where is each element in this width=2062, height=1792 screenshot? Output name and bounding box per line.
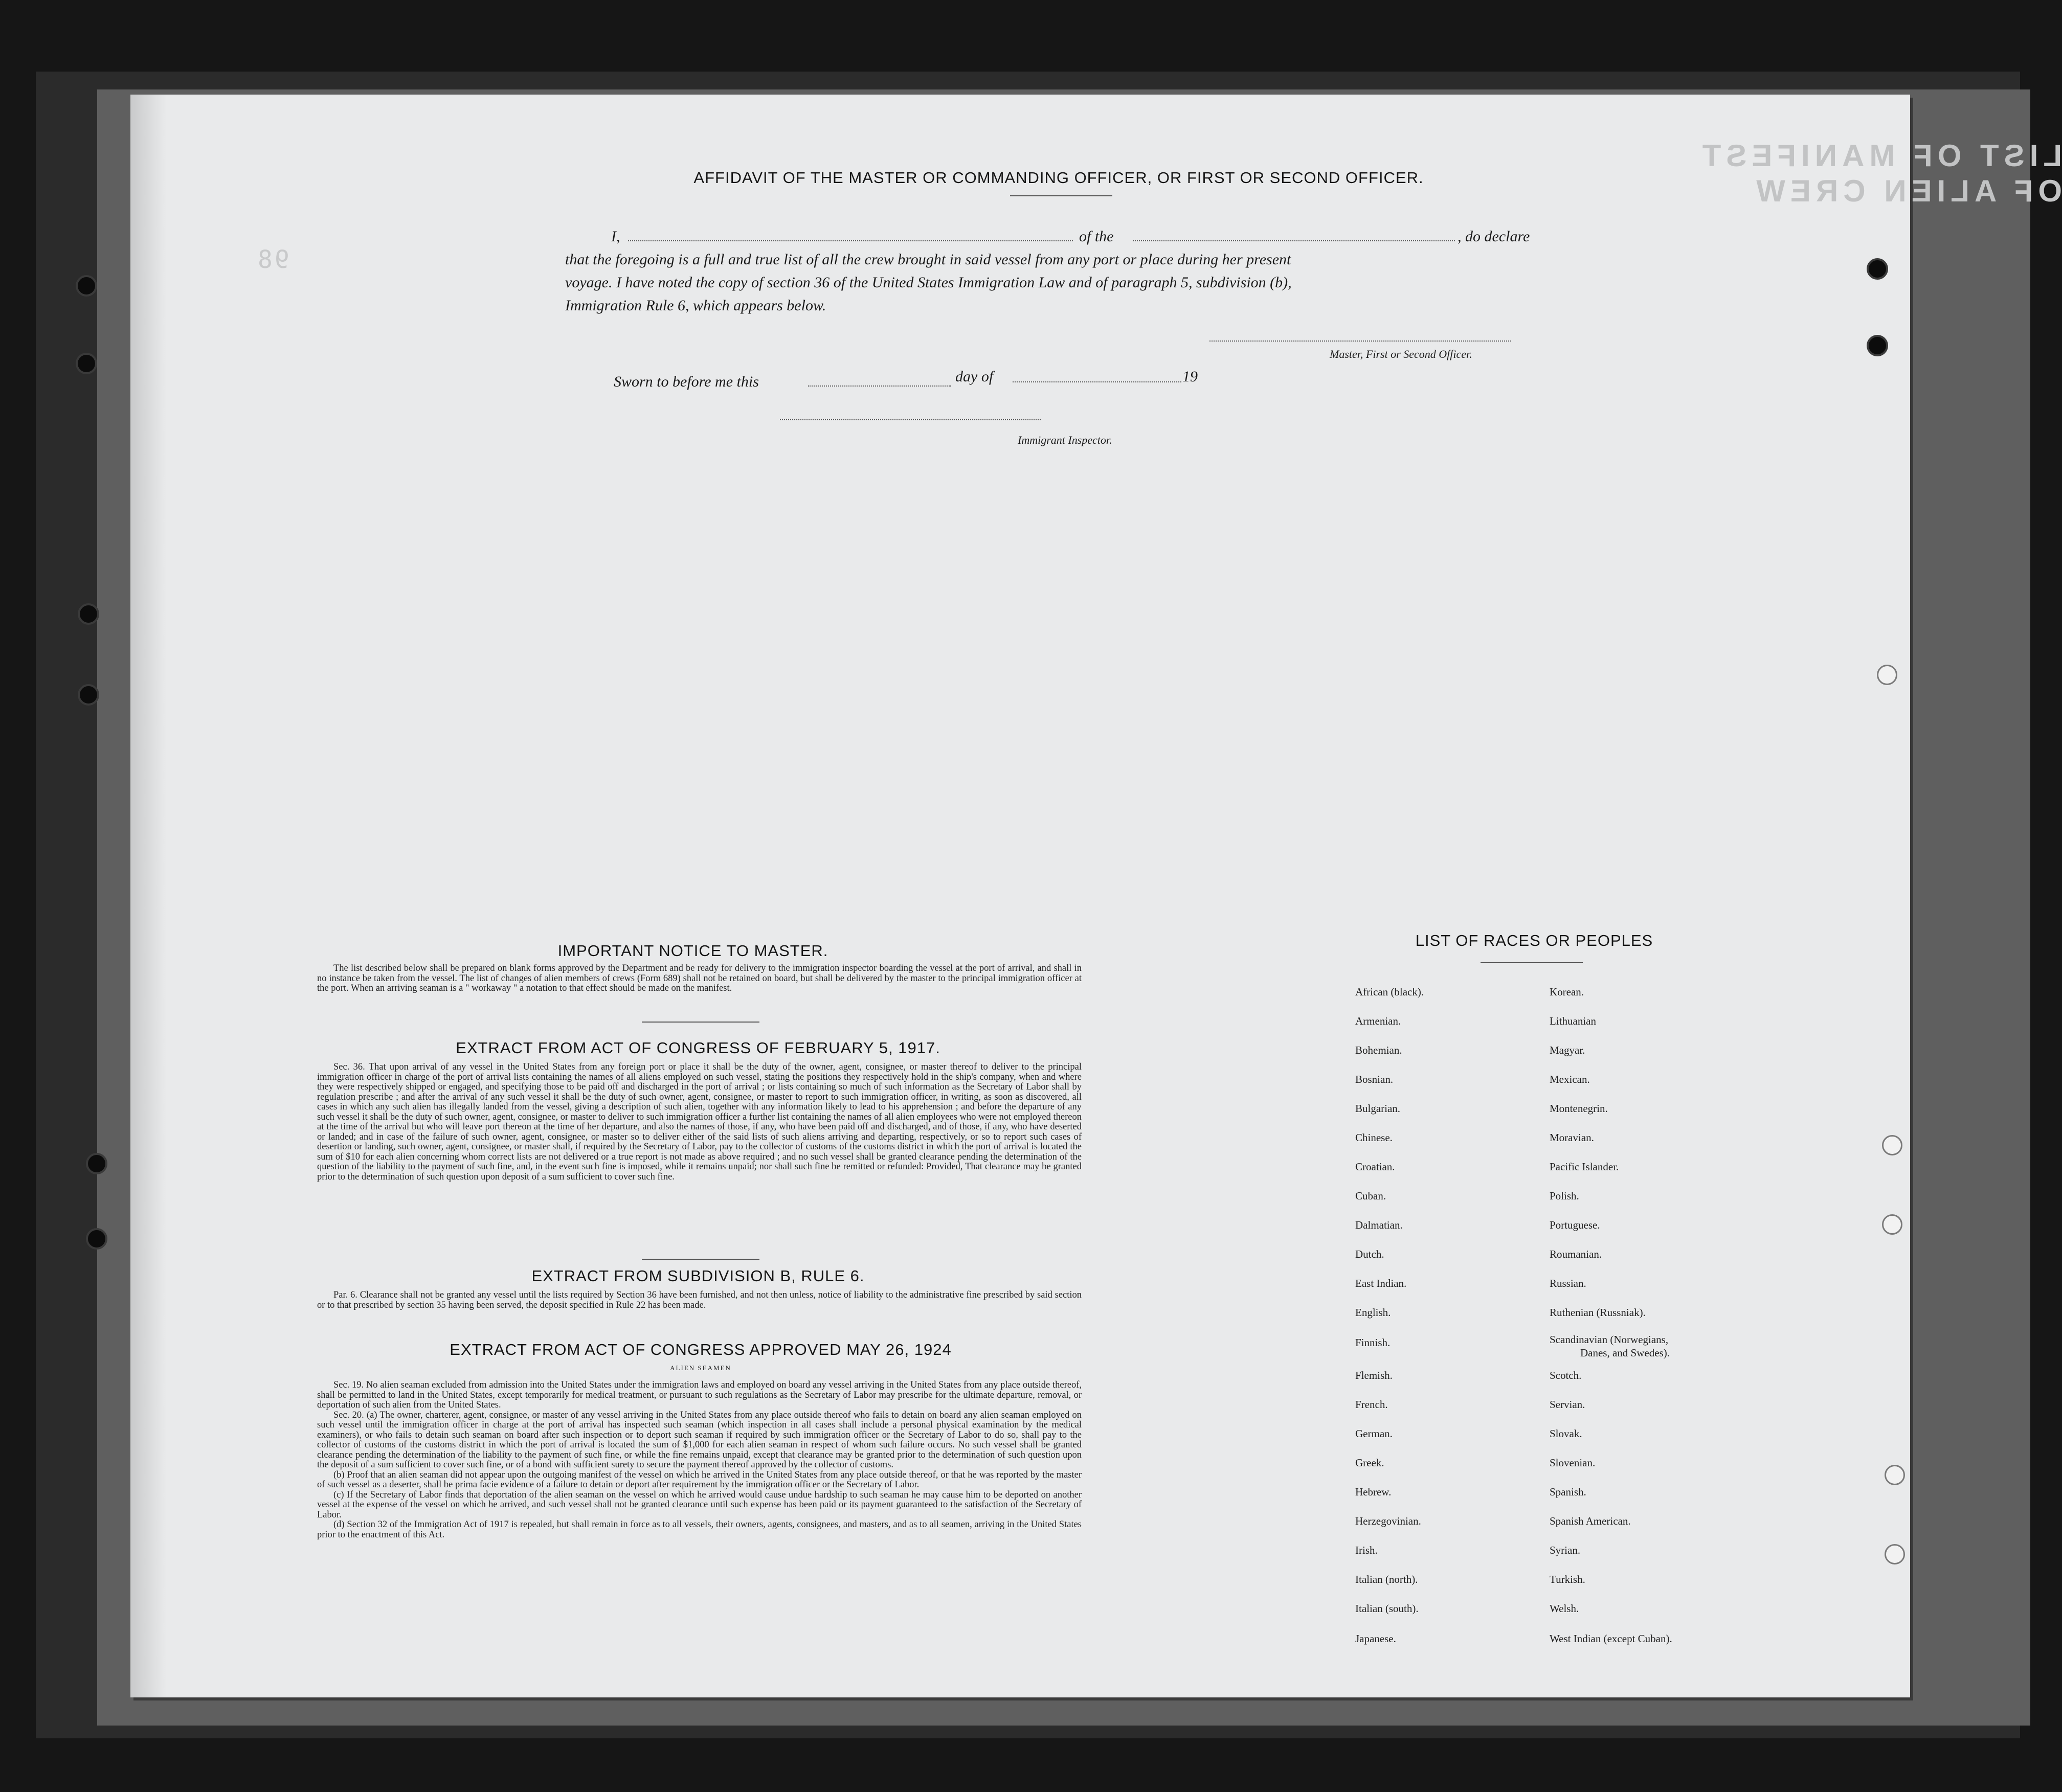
race-left-item: Bulgarian.: [1355, 1102, 1401, 1115]
race-left-item: Finnish.: [1355, 1336, 1391, 1349]
race-left-item: Armenian.: [1355, 1015, 1401, 1027]
race-right-item: Servian.: [1550, 1398, 1585, 1411]
sworn-label: Sworn to before me this: [614, 373, 759, 390]
name-blank: [628, 240, 1073, 241]
punch-hole: [76, 353, 97, 374]
race-right-item: Mexican.: [1550, 1073, 1590, 1085]
race-right-item: Slovak.: [1550, 1427, 1582, 1440]
race-right-item: Slovenian.: [1550, 1457, 1596, 1469]
race-right-item: Welsh.: [1550, 1602, 1579, 1615]
sworn-month-blank: [1013, 381, 1181, 382]
day-of-label: day of: [955, 368, 994, 385]
affidavit-line-4: Immigration Rule 6, which appears below.: [565, 297, 826, 314]
race-right-item: Scotch.: [1550, 1369, 1582, 1381]
race-left-item: African (black).: [1355, 986, 1424, 998]
extract-1917-text: [317, 1062, 1082, 1182]
year-label: 19: [1182, 368, 1198, 385]
sworn-day-blank: [808, 385, 951, 387]
affidavit-line-3: voyage. I have noted the copy of section 36 of the United States Immigration Law and of paragraph 5, subdivision (b),: [565, 274, 1292, 291]
section-19-paragraph: Sec. 19. No alien seaman excluded from admission into the United States under the immigration laws and employed on board any vessel arriving in the United States from any place outside thereof, shall be permitted to land in the United States, except temporarily for medical treatment, or pursuant to such regulations as the Secretary of Labor may prescribe for the ultimate departure, removal, or deportation of such alien from the United States.: [317, 1380, 1082, 1410]
section-20d-paragraph: (d) Section 32 of the Immigration Act of 1917 is repealed, but shall remain in force as to all vessels, their owners, agents, consignees, and masters, and as to all seamen, arriving in the United States prior to the enactment of this Act.: [317, 1519, 1082, 1540]
notice-title: IMPORTANT NOTICE TO MASTER.: [557, 942, 828, 960]
race-left-item: East Indian.: [1355, 1277, 1407, 1289]
master-signature-label: Master, First or Second Officer.: [1330, 348, 1472, 360]
section-36-paragraph: Sec. 36. That upon arrival of any vessel in the United States from any foreign port or place it shall be the duty of the owner, agent, consignee, or master thereof to deliver to the principal immigration officer in charge of the port of arrival lists containing the names of all aliens employed on such vessel, stating the positions they respectively hold in the ship's company, when and where they were respectively shipped or engaged, and specifying those to be paid off and discharged in the port of arrival ; or lists containing so much of such information as the Secretary of Labor shall by regulation prescribe ; and after the arrival of any such vessel it shall be the duty of such owner, agent, consignee, or master to report to such immigration officer, in writing, as soon as discovered, all cases in which any such alien has illegally landed from the vessel, giving a description of such alien, together with any information likely to lead to his apprehension ; and before the departure of any such vessel it shall be the duty of such owner, agent, consignee, or master to deliver to such immigration officer a further list containing the names of all alien employees who were not employed thereon at the time of the arrival but who will leave port thereon at the time of her departure, and also the names of those, if any, who have been paid off and discharged, and of those, if any, who have deserted or landed; and in case of the failure of such owner, agent, consignee, or master so to deliver either of the said lists of such aliens arriving and departing, respectively, or so to report such cases of desertion or landing, such owner, agent, consignee, or master shall, if required by the Secretary of Labor, pay to the collector of customs of the customs district in which the port of arrival is located the sum of $10 for each alien concerning whom correct lists are not delivered or a true report is not made as above required ; and no such vessel shall be granted clearance pending the determination of the question of the liability to the payment of such fine, and, in the event such fine is imposed, while it remains unpaid; nor shall such fine be remitted or refunded: Provided, That clearance may be granted prior to the determination of such question upon deposit of a sum sufficient to cover such fine.: [317, 1062, 1082, 1182]
race-left-item: Dutch.: [1355, 1248, 1384, 1260]
race-right-item: Polish.: [1550, 1190, 1579, 1202]
affidavit-title: AFFIDAVIT OF THE MASTER OR COMMANDING OFFICER, OR FIRST OR SECOND OFFICER.: [693, 169, 1424, 187]
race-right-item: Montenegrin.: [1550, 1102, 1608, 1115]
race-right-item: Roumanian.: [1550, 1248, 1602, 1260]
race-left-item: Chinese.: [1355, 1131, 1393, 1144]
extract-1924-text: [317, 1380, 1082, 1540]
race-right-item: Moravian.: [1550, 1131, 1594, 1144]
punch-hole: [1877, 665, 1897, 685]
race-right-item: Ruthenian (Russniak).: [1550, 1306, 1646, 1319]
extract-1924-title: EXTRACT FROM ACT OF CONGRESS APPROVED MAY 26, 1924: [450, 1341, 952, 1358]
punch-hole: [78, 603, 99, 625]
race-right-item: Syrian.: [1550, 1544, 1581, 1556]
affidavit-of-the-label: of the: [1079, 228, 1114, 245]
race-right-item: Spanish.: [1550, 1486, 1586, 1498]
race-right-item: Pacific Islander.: [1550, 1161, 1619, 1173]
race-left-item: Croatian.: [1355, 1161, 1395, 1173]
race-left-item: Italian (south).: [1355, 1602, 1419, 1615]
punch-hole: [1867, 258, 1888, 280]
race-left-item: German.: [1355, 1427, 1393, 1440]
punch-hole: [86, 1228, 107, 1250]
notice-paragraph: The list described below shall be prepared on blank forms approved by the Department and be ready for delivery to the immigration inspector boarding the vessel at the port of arrival, and shall in no instance be taken from the vessel. The list of changes of alien members of crews (Form 689) shall not be retained on board, but shall be delivered by the master to the principal immigration officer at the port. When an arriving seaman is a " workaway " a notation to that effect should be made on the manifest.: [317, 963, 1082, 993]
race-right-item: Lithuanian: [1550, 1015, 1596, 1027]
race-left-item: Herzegovinian.: [1355, 1515, 1421, 1527]
punch-hole: [1885, 1544, 1905, 1564]
punch-hole: [1885, 1465, 1905, 1485]
race-right-item: Magyar.: [1550, 1044, 1585, 1056]
bleed-through-page-number: 98: [256, 245, 289, 274]
race-right-item: Korean.: [1550, 986, 1584, 998]
punch-hole: [76, 275, 97, 297]
vessel-blank: [1133, 240, 1455, 241]
race-left-item: English.: [1355, 1306, 1391, 1319]
race-right-item: Spanish American.: [1550, 1515, 1631, 1527]
inspector-signature-blank: [780, 419, 1041, 420]
punch-hole: [86, 1153, 107, 1174]
races-title: LIST OF RACES OR PEOPLES: [1415, 932, 1653, 949]
punch-hole: [1882, 1135, 1902, 1155]
race-left-item: Flemish.: [1355, 1369, 1393, 1381]
section-20a-paragraph: Sec. 20. (a) The owner, charterer, agent, consignee, or master of any vessel arriving in the United States from any place outside thereof who fails to detain on board any alien seaman employed on such vessel until the immigration officer in charge at the port of arrival has inspected such seaman (which inspection in all cases shall include a personal physical examination by the medical examiners), or who fails to detain such seaman on board after such inspection or to deport such seaman if required by such immigration officer or the Secretary of Labor to do so, shall pay to the collector of customs of the customs district in which the port of arrival is located the sum of $1,000 for each alien seaman in respect of whom such failure occurs. No such vessel shall be granted clearance pending the determination of the liability to the payment of such fine, or while the fine remains unpaid, except that clearance may be granted prior to the determination of such question upon the deposit of a sum sufficient to cover such fine, or of a bond with sufficient surety to secure the payment thereof approved by the collector of customs.: [317, 1410, 1082, 1470]
extract-1917-title: EXTRACT FROM ACT OF CONGRESS OF FEBRUARY 5, 1917.: [456, 1039, 940, 1057]
affidavit-declare-label: , do declare: [1458, 228, 1530, 245]
notice-text: [317, 964, 1082, 994]
race-left-item: Japanese.: [1355, 1632, 1396, 1645]
race-left-item: Bosnian.: [1355, 1073, 1394, 1085]
title-rule: [1010, 195, 1112, 196]
race-right-item: West Indian (except Cuban).: [1550, 1632, 1672, 1645]
section-20c-paragraph: (c) If the Secretary of Labor finds that deportation of the alien seaman on the vessel on which he arrived would cause undue hardship to such seaman he may cause him to be deported on another vessel at the expense of the vessel on which he arrived, and such vessel shall not be granted clearance until such expense has been paid or its payment guaranteed to the satisfaction of the Secretary of Labor.: [317, 1489, 1082, 1520]
section-rule: [642, 1022, 759, 1023]
race-left-item: Italian (north).: [1355, 1573, 1418, 1585]
extract-rule6-title: EXTRACT FROM SUBDIVISION B, RULE 6.: [531, 1267, 865, 1285]
page-shadow: [130, 95, 166, 1697]
race-right-item: Portuguese.: [1550, 1219, 1600, 1231]
affidavit-i-label: I,: [611, 228, 620, 245]
race-left-item: Irish.: [1355, 1544, 1378, 1556]
race-left-item: Hebrew.: [1355, 1486, 1392, 1498]
race-left-item: Dalmatian.: [1355, 1219, 1403, 1231]
races-title-rule: [1481, 962, 1583, 963]
affidavit-line-2: that the foregoing is a full and true list of all the crew brought in said vessel from any port or place during her present: [565, 251, 1291, 268]
master-signature-blank: [1209, 341, 1511, 342]
section-20b-paragraph: (b) Proof that an alien seaman did not appear upon the outgoing manifest of the vessel on which he arrived in the United States from any place outside thereof, or that he was reported by the master of such vessel as a deserter, shall be prima facie evidence of a failure to detain or deport after requirement by the immigration officer or the Secretary of Labor.: [317, 1469, 1082, 1490]
punch-hole: [1867, 335, 1888, 356]
race-left-item: Greek.: [1355, 1457, 1384, 1469]
extract-rule6-text: [317, 1290, 1082, 1310]
race-left-item: French.: [1355, 1398, 1388, 1411]
race-left-item: Cuban.: [1355, 1190, 1386, 1202]
paragraph-6: Par. 6. Clearance shall not be granted any vessel until the lists required by Section 36 have been furnished, and not then unless, notice of liability to the administrative fine prescribed by said section or to that prescribed by section 35 having been served, the deposit specified in Rule 22 has been made.: [317, 1290, 1082, 1310]
race-right-item: Danes, and Swedes).: [1580, 1347, 1670, 1359]
bleed-through-title: LIST OF MANIFEST OF ALIEN CREW: [1697, 139, 2062, 208]
race-right-item: Russian.: [1550, 1277, 1586, 1289]
section-rule: [642, 1259, 759, 1260]
alien-seamen-subtitle: ALIEN SEAMEN: [670, 1364, 731, 1372]
race-right-item: Turkish.: [1550, 1573, 1585, 1585]
punch-hole: [1882, 1214, 1902, 1235]
punch-hole: [78, 684, 99, 706]
race-left-item: Bohemian.: [1355, 1044, 1402, 1056]
inspector-signature-label: Immigrant Inspector.: [1018, 434, 1112, 446]
race-right-item: Scandinavian (Norwegians,: [1550, 1333, 1669, 1346]
